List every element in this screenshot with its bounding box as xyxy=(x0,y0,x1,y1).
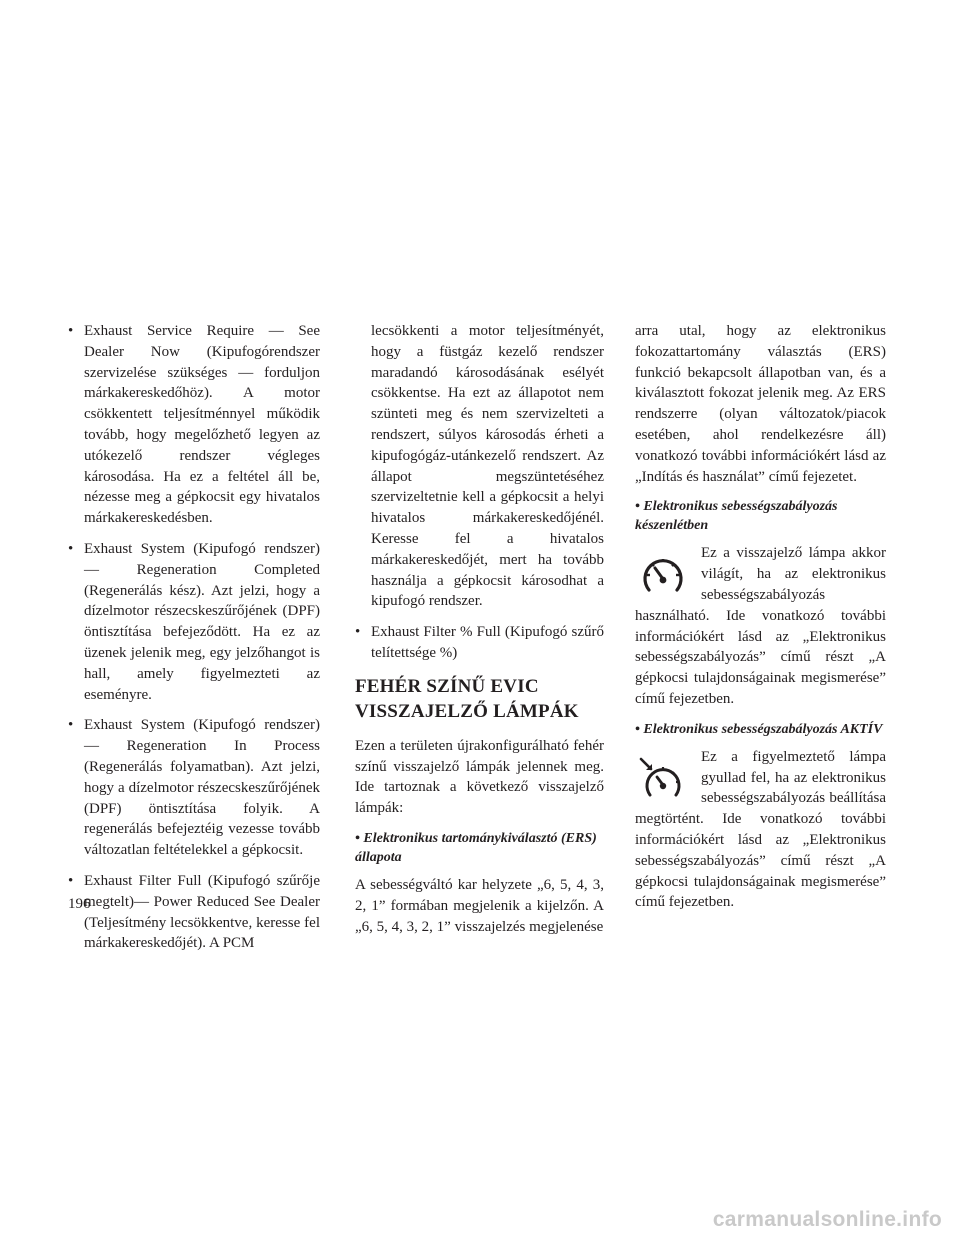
list-item-text: Exhaust System (Kipufogó rendszer) — Regeneration Completed (Regenerálás kész). Azt jelzi, hogy a dízelmotor részecskeszűrőjének (DPF) öntisztítása befejeződött. Ha ez az üzenek jelenik meg, egy jelzőhangot is hall, amely figyelmezteti az eseményre. xyxy=(84,540,320,703)
list-item xyxy=(68,871,320,954)
cruise-ready-block xyxy=(635,543,886,709)
cruise-active-text: Ez a figyelmeztető lámpa gyullad fel, ha az elektronikus sebességszabályozás beállítása megtörtént. Ide vonatkozó további információkért lásd az „Elektronikus sebességszabályozás” című részt „A gépkocsi tulajdonságainak megismerése” című fejezetben. xyxy=(635,748,886,911)
cruise-ready-text: Ez a visszajelző lámpa akkor világít, ha az elektronikus sebességszabályozás használható. Ide vonatkozó további információkért lásd az „Elektronikus sebességszabályozás” című részt „A gépkocsi tulajdonságainak megismerése” című fejezetben. xyxy=(635,545,886,707)
bullet-marker: • xyxy=(68,540,74,557)
continued-paragraph: lecsökkenti a motor teljesítményét, hogy a füstgáz kezelő rendszer maradandó károsodásának esélyét csökkentse. Ha ezt az állapotot nem szünteti meg és nem szervizelteti a rendszert, súlyos károsodás érheti a kipufogógáz-utánkezelő rendszert. Az állapot megszüntetéséhez szervizeltetnie kell a gépkocsit a helyi hivatalos márkakereskedőjénél. Keresse fel a hivatalos márkakereskedőjét, mert ha tovább használja a gépkocsit károsodhat a kipufogó rendszer. xyxy=(371,323,604,610)
list-item xyxy=(68,539,320,705)
list-item xyxy=(355,622,604,664)
list-item-text: Exhaust Filter Full (Kipufogó szűrője megtelt)— Power Reduced See Dealer (Teljesítmény lecsökkentve, keresse fel márkakereskedőjét). A PCM xyxy=(84,872,320,952)
watermark: carmanualsonline.info xyxy=(712,1208,942,1231)
subheading-cruise-active: • Elektronikus sebességszabályozás AKTÍV xyxy=(635,721,883,737)
cruise-active-block xyxy=(635,747,886,913)
list-item-text: Exhaust Filter % Full (Kipufogó szűrő telítettsége %) xyxy=(371,624,604,661)
body-paragraph: A sebességváltó kar helyzete „6, 5, 4, 3, 2, 1” formában megjelenik a kijelzőn. A „6, 5, 4, 3, 2, 1” visszajelzés megjelenése xyxy=(355,876,604,935)
subheading-ers: • Elektronikus tartománykiválasztó (ERS) állapota xyxy=(355,830,597,865)
column-2 xyxy=(355,321,604,947)
intro-paragraph: Ezen a területen újrakonfigurálható fehér színű visszajelző lámpák jelennek meg. Ide tartoznak a következő visszajelző lámpák: xyxy=(355,737,604,817)
column-3 xyxy=(635,321,886,923)
column-1 xyxy=(68,321,320,964)
section-heading: FEHÉR SZÍNŰ EVIC VISSZAJELZŐ LÁMPÁK xyxy=(355,675,579,722)
list-item xyxy=(68,715,320,861)
list-item-text: Exhaust Service Require — See Dealer Now (Kipufogórendszer szervizelése szükséges — forduljon márkakereskedőhöz). A motor csökkentett teljesítménnyel működik tovább, hogy megelőzhető legyen az utókezelő rendszer végleges károsodása. Ha ez a feltétel áll be, nézesse meg a gépkocsit egy hivatalos márkakereskedésben. xyxy=(84,323,320,527)
cruise-control-set-icon xyxy=(635,751,691,807)
subheading-cruise-ready: • Elektronikus sebességszabályozás készenlétben xyxy=(635,499,838,534)
bullet-marker: • xyxy=(68,717,74,734)
cruise-control-icon xyxy=(635,547,691,603)
page-number: 196 xyxy=(68,896,91,912)
bullet-marker: • xyxy=(68,872,74,889)
continued-paragraph: arra utal, hogy az elektronikus fokozattartomány választás (ERS) funkció bekapcsolt állapotban van, és a kiválasztott fokozat jelenik meg. Az ERS rendszerre (olyan változatok/piacok esetében, ahol rendelkezésre áll) vonatkozó további információkért lásd az „Indítás és használat” című fejezetet. xyxy=(635,323,886,485)
bullet-marker: • xyxy=(68,323,74,339)
list-item xyxy=(68,321,320,529)
list-item-text: Exhaust System (Kipufogó rendszer) — Regeneration In Process (Regenerálás folyamatban). Azt jelzi, hogy a dízelmotor részecskeszűrőjének (DPF) öntisztítása folyik. A regenerálás befejeztéig vezesse tovább változatlan feltételekkel a gépkocsit. xyxy=(84,717,320,859)
bullet-marker: • xyxy=(355,624,361,641)
